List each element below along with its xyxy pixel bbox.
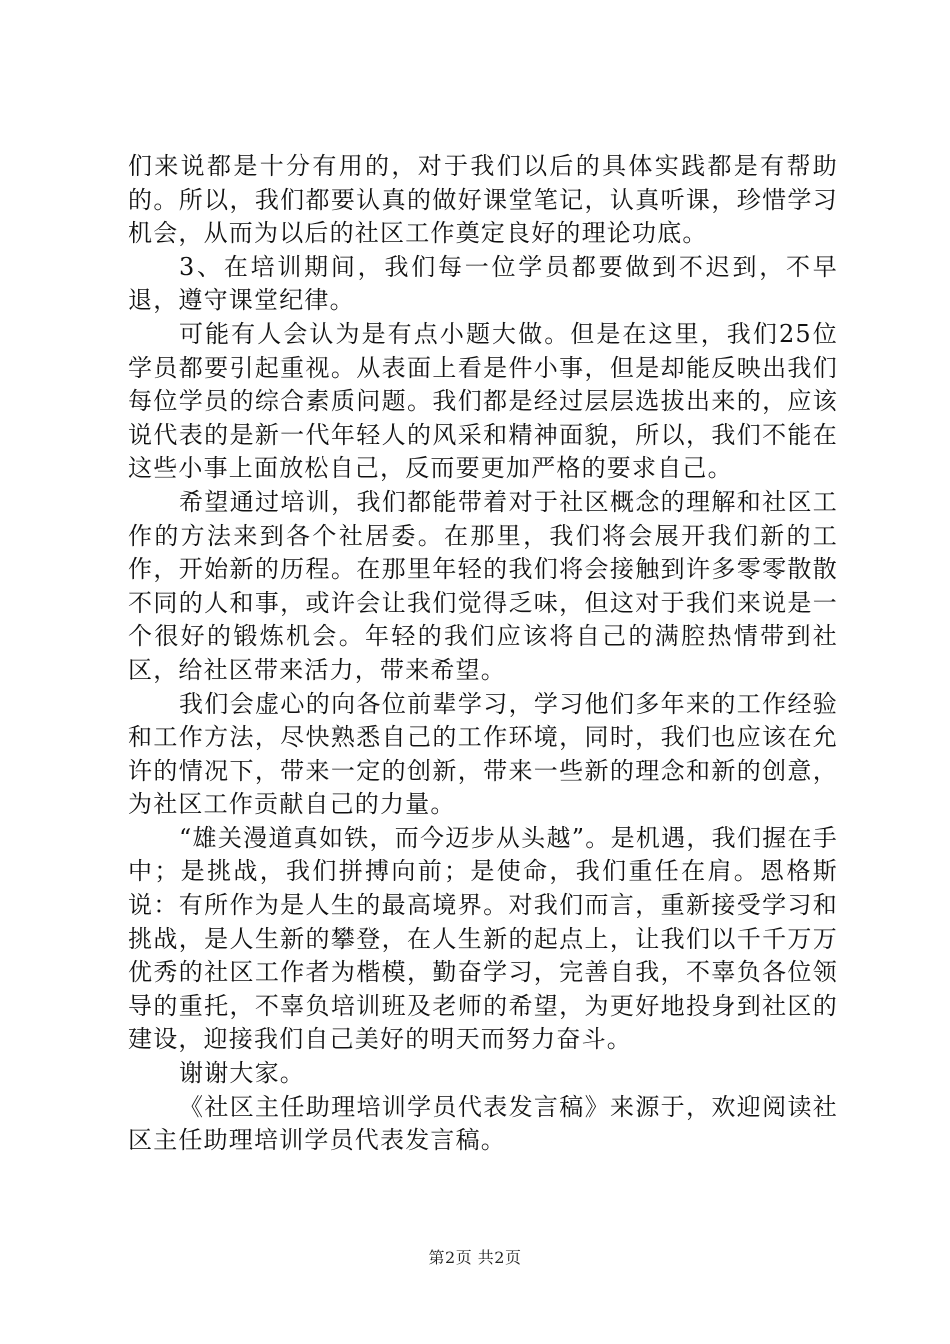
document-body <box>128 150 838 1158</box>
paragraph-3: 可能有人会认为是有点小题大做。但是在这里，我们25位学员都要引起重视。从表面上看是件小事，但是却能反映出我们每位学员的综合素质问题。我们都是经过层层选拔出来的，应该说代表的是新一代年轻人的风采和精神面貌，所以，我们不能在这些小事上面放松自己，反而要更加严格的要求自己。 <box>128 319 838 483</box>
paragraph-6: “雄关漫道真如铁，而今迈步从头越”。是机遇，我们握在手中；是挑战，我们拼搏向前；是使命，我们重任在肩。恩格斯说：有所作为是人生的最高境界。对我们而言，重新接受学习和挑战，是人生新的攀登，在人生新的起点上，让我们以千千万万优秀的社区工作者为楷模，勤奋学习，完善自我，不辜负各位领导的重托，不辜负培训班及老师的希望，为更好地投身到社区的建设，迎接我们自己美好的明天而努力奋斗。 <box>128 823 838 1054</box>
paragraph-4: 希望通过培训，我们都能带着对于社区概念的理解和社区工作的方法来到各个社居委。在那里，我们将会展开我们新的工作，开始新的历程。在那里年轻的我们将会接触到许多零零散散不同的人和事，或许会让我们觉得乏味，但这对于我们来说是一个很好的锻炼机会。年轻的我们应该将自己的满腔热情带到社区，给社区带来活力，带来希望。 <box>128 487 838 684</box>
paragraph-2: 3、在培训期间，我们每一位学员都要做到不迟到，不早退，遵守课堂纪律。 <box>128 252 838 315</box>
paragraph-8: 《社区主任助理培训学员代表发言稿》来源于，欢迎阅读社区主任助理培训学员代表发言稿。 <box>128 1092 838 1155</box>
paragraph-5: 我们会虚心的向各位前辈学习，学习他们多年来的工作经验和工作方法，尽快熟悉自己的工作环境，同时，我们也应该在允许的情况下，带来一定的创新，带来一些新的理念和新的创意，为社区工作贡献自己的力量。 <box>128 689 838 819</box>
page-footer <box>0 1245 950 1268</box>
paragraph-7: 谢谢大家。 <box>179 1059 305 1088</box>
paragraph-1: 们来说都是十分有用的，对于我们以后的具体实践都是有帮助的。所以，我们都要认真的做好课堂笔记，认真听课，珍惜学习机会，从而为以后的社区工作奠定良好的理论功底。 <box>128 152 838 248</box>
page-number: 第2页 共2页 <box>428 1248 522 1267</box>
